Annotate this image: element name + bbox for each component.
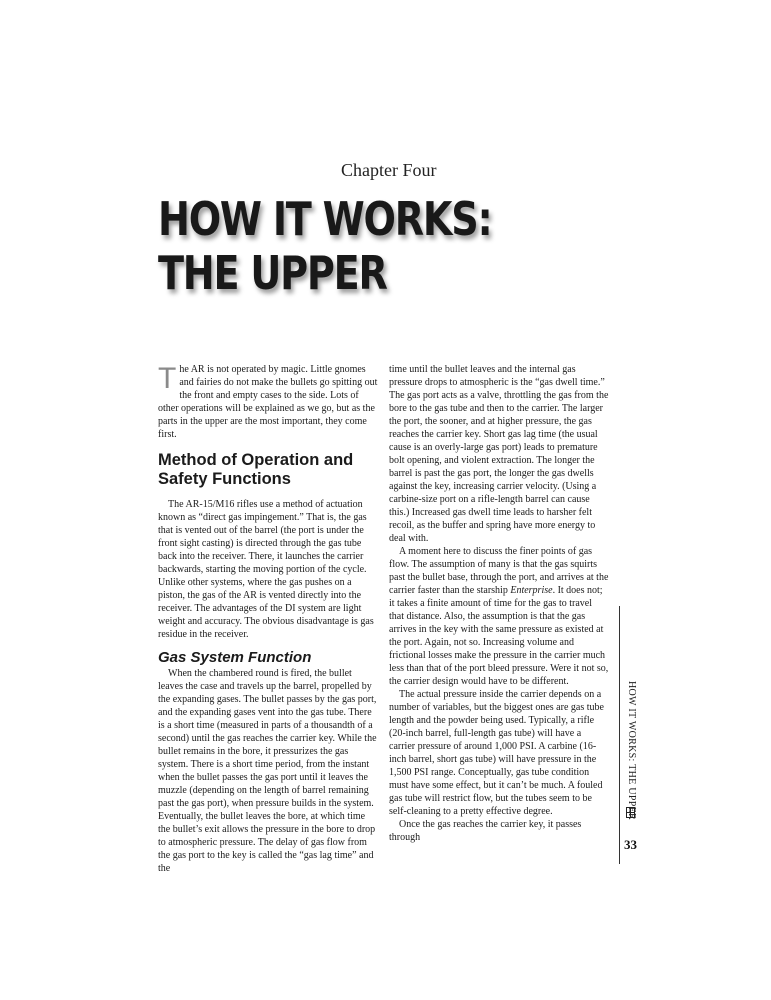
rifle-receiver-icon: [626, 807, 635, 818]
page-number: 33: [624, 837, 637, 852]
italic-text: Enterprise: [510, 585, 553, 596]
chapter-title-line-2: THE UPPER: [158, 246, 387, 300]
left-column: [158, 363, 378, 875]
body-paragraph: [389, 545, 609, 688]
body-paragraph: time until the bullet leaves and the internal gas pressure drops to atmospheric is the “gas dwell time.” The gas port acts as a valve, throttling the gas from the bore to the gas tube and then to the carrier. The larger the port, the sooner, and at higher pressure, the gas reaches the carrier key. Short gas lag time (the usual cause is an overly-large gas port) leads to premature bolt opening, and violent extraction. The longer the barrel is past the gas port, the longer the gas dwells against the key, increasing carrier velocity. (Using a carbine-size port on a rifle-length barrel can cause this.) Increased gas dwell time leads to harsher felt recoil, as the buffer and spring have more energy to deal with.: [389, 364, 609, 544]
intro-paragraph: [158, 363, 378, 441]
section-paragraph: The AR-15/M16 rifles use a method of actuation known as “direct gas impingement.” That is, the gas that is vented out of the barrel (the port is under the front sight casting) is directed through the gas tube back into the receiver. There, it launches the carrier backwards, starting the moving portion of the cycle. Unlike other systems, where the gas pushes on a piston, the gas of the AR is vented directly into the receiver. The advantages of the DI system are light weight and accuracy. The obvious disadvantage is gas residue in the receiver.: [158, 499, 374, 640]
section-heading: Method of Operation and Safety Functions: [158, 451, 354, 488]
chapter-label: Chapter Four: [341, 160, 437, 180]
paragraph-text: . It does not; it takes a finite amount of time for the gas to travel that distance. Also, the assumption is that the gas arrives in the key with the same pressure as existed at the port. Again, not so. Increasing volume and frictional losses make the pressure in the carrier much less than that of the port bleed pressure. Were it not so, the carrier design would have to be different.: [389, 585, 609, 687]
body-paragraph: The actual pressure inside the carrier depends on a number of variables, but the biggest ones are gas tube length and the powder being used. Typically, a rifle (20-inch barrel, full-length gas tube) will have a carrier pressure of around 1,000 PSI. A carbine (16-inch barrel, short gas tube) will have pressure in the 1,500 PSI range. Conceptually, gas tube condition must have some effect, but it can’t be much. A fouled gas tube will restrict flow, but the tubes seem to be self-cleaning to a pretty effective degree.: [389, 689, 604, 817]
subsection-heading: Gas System Function: [158, 649, 312, 666]
body-paragraph: Once the gas reaches the carrier key, it passes through: [389, 819, 582, 843]
margin-rule: [619, 606, 620, 864]
right-column: [389, 363, 609, 844]
running-head: HOW IT WORKS: THE UPPER: [626, 681, 637, 820]
paragraph-text: A moment here to discuss the finer points of gas flow. The assumption of many is that the gas squirts past the bullet base, through the port, and arrives at the carrier faster than the starship: [389, 546, 609, 596]
intro-text: he AR is not operated by magic. Little gnomes and fairies do not make the bullets go spitting out the front and empty cases to the side. Lots of other operations will be explained as we go, but as the parts in the upper are the most important, they come first.: [158, 364, 378, 440]
chapter-title: [158, 192, 492, 300]
subsection-paragraph: When the chambered round is fired, the bullet leaves the case and travels up the barrel, propelled by the expanding gases. The bullet passes by the gas port, and the expanding gases vent into the gas tube. There is a short time (measured in parts of a thousandth of a second) until the gas reaches the carrier key. While the bullet remains in the bore, it pressurizes the gas system. There is a short time period, from the instant when the bullet passes the gas port until it leaves the muzzle (depending on the length of barrel remaining past the gas port), when pressure builds in the system. Eventually, the bullet leaves the bore, at which time the bullet’s exit allows the pressure in the bore to drop to atmospheric pressure. The delay of gas flow from the gas port to the key is called the “gas lag time” and the: [158, 668, 377, 874]
drop-cap: T: [158, 362, 177, 395]
chapter-title-line-1: HOW IT WORKS:: [158, 192, 492, 246]
